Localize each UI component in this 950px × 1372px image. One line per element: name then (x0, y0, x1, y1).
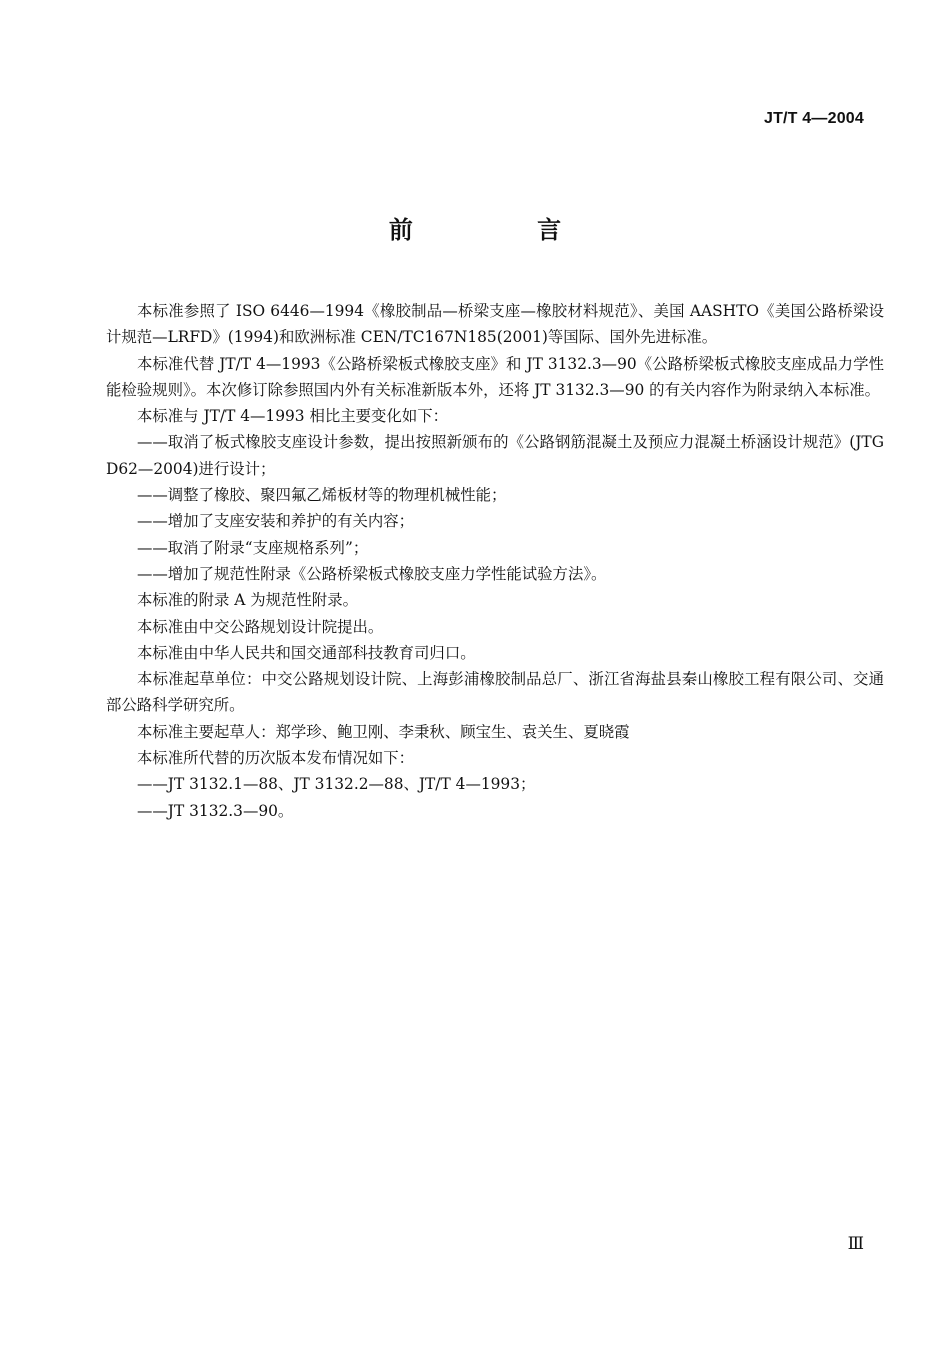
paragraph: ——取消了附录“支座规格系列”； (137, 538, 369, 557)
paragraph: ——调整了橡胶、聚四氟乙烯板材等的物理机械性能； (137, 486, 507, 505)
paragraph: ——增加了支座安装和养护的有关内容； (137, 512, 415, 531)
paragraph: 本标准主要起草人：郑学珍、鲍卫刚、李秉秋、顾宝生、袁关生、夏晓霞 (137, 722, 630, 741)
standard-code-header: JT/T 4—2004 (763, 110, 864, 127)
page-number: Ⅲ (847, 1234, 864, 1253)
paragraph: 本标准代替 JT/T 4—1993《公路桥梁板式橡胶支座》和 JT 3132.3—90《公路桥梁板式橡胶支座成品力学性能检验规则》。本次修订除参照国内外有关标准新版本外，还将 JT 3132.3—90 的有关内容作为附录纳入本标准。 (106, 354, 884, 399)
paragraph: ——JT 3132.1—88、JT 3132.2—88、JT/T 4—1993； (137, 775, 536, 794)
foreword-body (106, 298, 884, 824)
page-title: 前 言 (388, 216, 620, 244)
paragraph: 本标准与 JT/T 4—1993 相比主要变化如下： (137, 407, 448, 426)
paragraph: ——取消了板式橡胶支座设计参数，提出按照新颁布的《公路钢筋混凝土及预应力混凝土桥涵设计规范》(JTG D62—2004)进行设计； (106, 433, 884, 478)
paragraph: 本标准的附录 A 为规范性附录。 (137, 591, 358, 610)
paragraph: 本标准由中交公路规划设计院提出。 (137, 617, 384, 636)
paragraph: 本标准参照了 ISO 6446—1994《橡胶制品—桥梁支座—橡胶材料规范》、美国 AASHTO《美国公路桥梁设计规范—LRFD》(1994)和欧洲标准 CEN/TC167N185(2001)等国际、国外先进标准。 (106, 302, 884, 347)
paragraph: 本标准由中华人民共和国交通部科技教育司归口。 (137, 643, 476, 662)
paragraph: 本标准起草单位：中交公路规划设计院、上海彭浦橡胶制品总厂、浙江省海盐县秦山橡胶工程有限公司、交通部公路科学研究所。 (106, 670, 884, 715)
paragraph: ——增加了规范性附录《公路桥梁板式橡胶支座力学性能试验方法》。 (137, 564, 607, 583)
paragraph: 本标准所代替的历次版本发布情况如下： (137, 749, 415, 768)
paragraph: ——JT 3132.3—90。 (137, 801, 294, 820)
